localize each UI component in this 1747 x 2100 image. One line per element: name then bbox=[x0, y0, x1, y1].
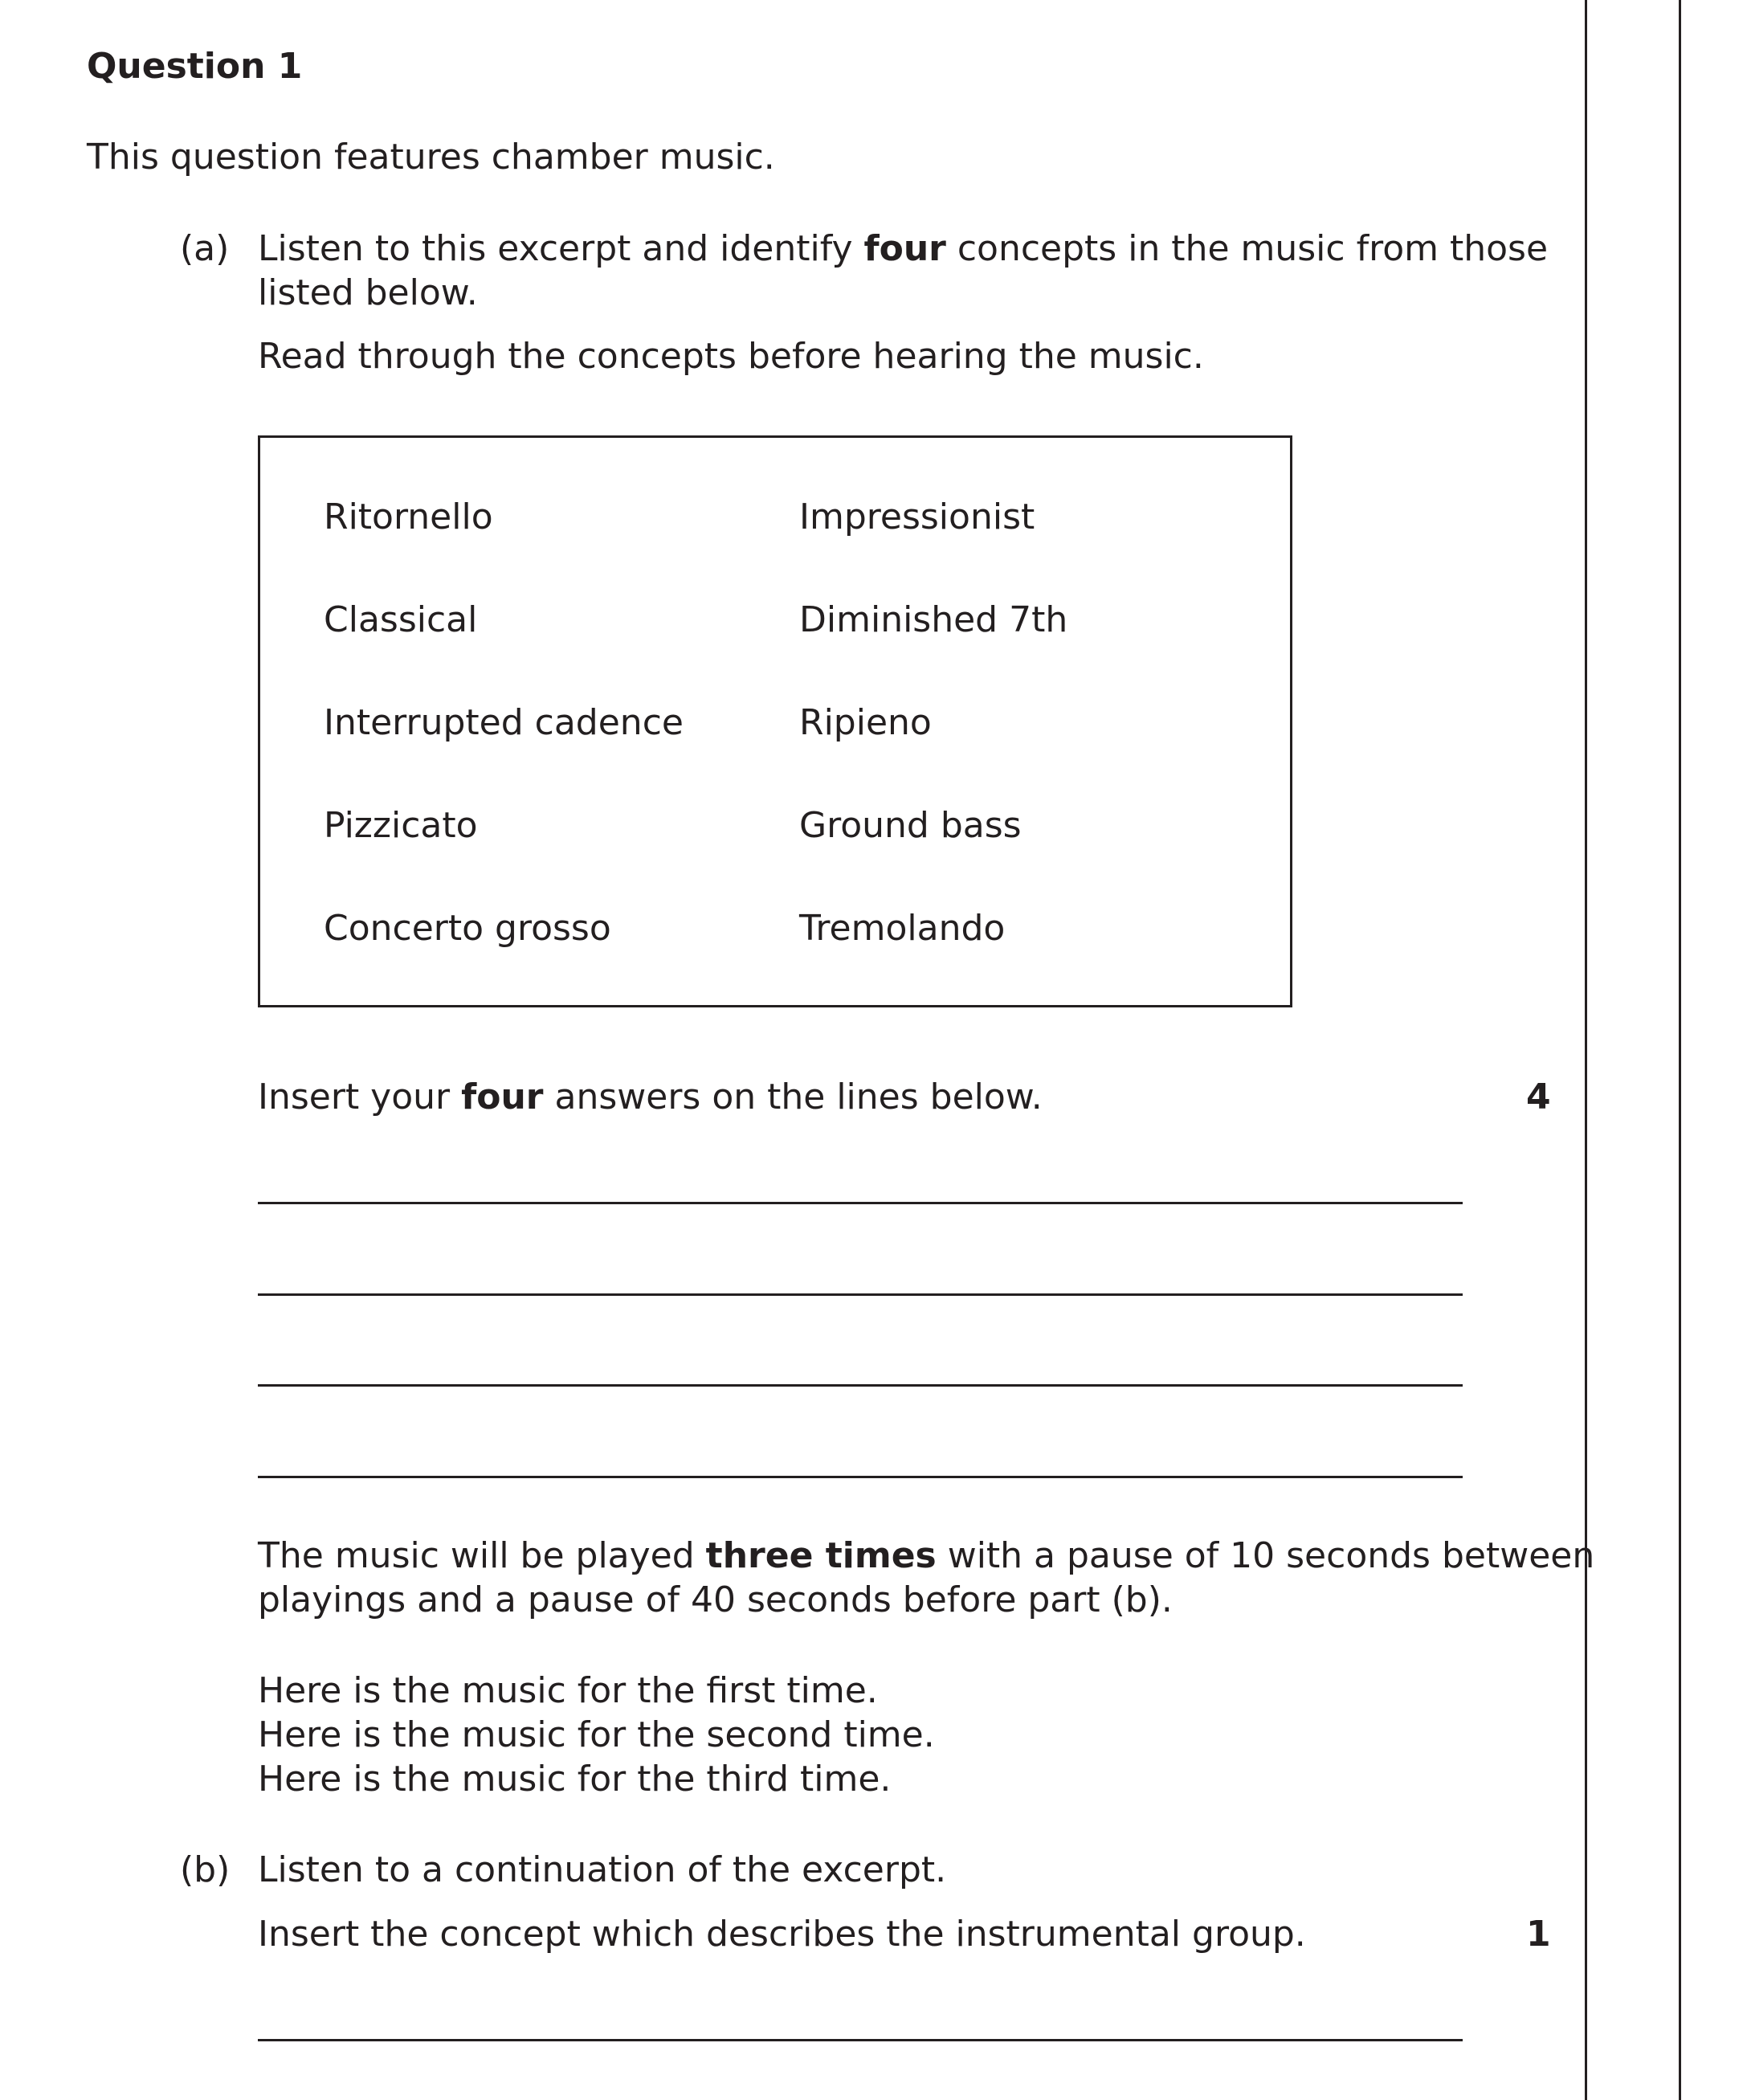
concept-item: Interrupted cadence bbox=[324, 702, 684, 743]
marks-part-b: 1 bbox=[1526, 1914, 1551, 1955]
concept-item: Pizzicato bbox=[324, 805, 478, 846]
concept-item: Ritornello bbox=[324, 496, 493, 537]
answer-line[interactable] bbox=[258, 1476, 1463, 1478]
read-note: Read through the concepts before hearing the music. bbox=[258, 336, 1204, 377]
answer-line[interactable] bbox=[258, 1293, 1463, 1296]
concept-item: Ripieno bbox=[799, 702, 932, 743]
concept-item: Diminished 7th bbox=[799, 599, 1068, 640]
part-b-label: (b) bbox=[180, 1849, 231, 1890]
playing-note: Here is the music for the second time. bbox=[258, 1714, 935, 1755]
concept-item: Concerto grosso bbox=[324, 908, 611, 949]
question-title: Question 1 bbox=[87, 46, 303, 87]
concept-item: Classical bbox=[324, 599, 478, 640]
part-b-insert: Insert the concept which describes the instrumental group. bbox=[258, 1914, 1306, 1955]
margin-rule-outer bbox=[1679, 0, 1681, 2100]
concept-item: Tremolando bbox=[799, 908, 1006, 949]
part-a-instruction-line2: listed below. bbox=[258, 272, 478, 313]
question-intro: This question features chamber music. bbox=[87, 137, 775, 178]
concept-item: Ground bass bbox=[799, 805, 1022, 846]
margin-rule-inner bbox=[1585, 0, 1587, 2100]
playing-note: Here is the music for the third time. bbox=[258, 1759, 892, 1800]
concept-item: Impressionist bbox=[799, 496, 1035, 537]
answer-line[interactable] bbox=[258, 1384, 1463, 1387]
play-instruction-line2: playings and a pause of 40 seconds before part (b). bbox=[258, 1579, 1173, 1620]
play-instruction: The music will be played three times with a pause of 10 seconds between bbox=[258, 1535, 1595, 1576]
answer-line[interactable] bbox=[258, 1202, 1463, 1204]
part-b-instruction: Listen to a continuation of the excerpt. bbox=[258, 1849, 947, 1890]
part-a-instruction: Listen to this excerpt and identify four concepts in the music from those bbox=[258, 228, 1549, 269]
marks-part-a: 4 bbox=[1526, 1077, 1551, 1117]
insert-instruction: Insert your four answers on the lines below. bbox=[258, 1077, 1043, 1117]
answer-line[interactable] bbox=[258, 2039, 1463, 2041]
part-a-label: (a) bbox=[180, 228, 230, 269]
playing-note: Here is the music for the first time. bbox=[258, 1670, 878, 1711]
